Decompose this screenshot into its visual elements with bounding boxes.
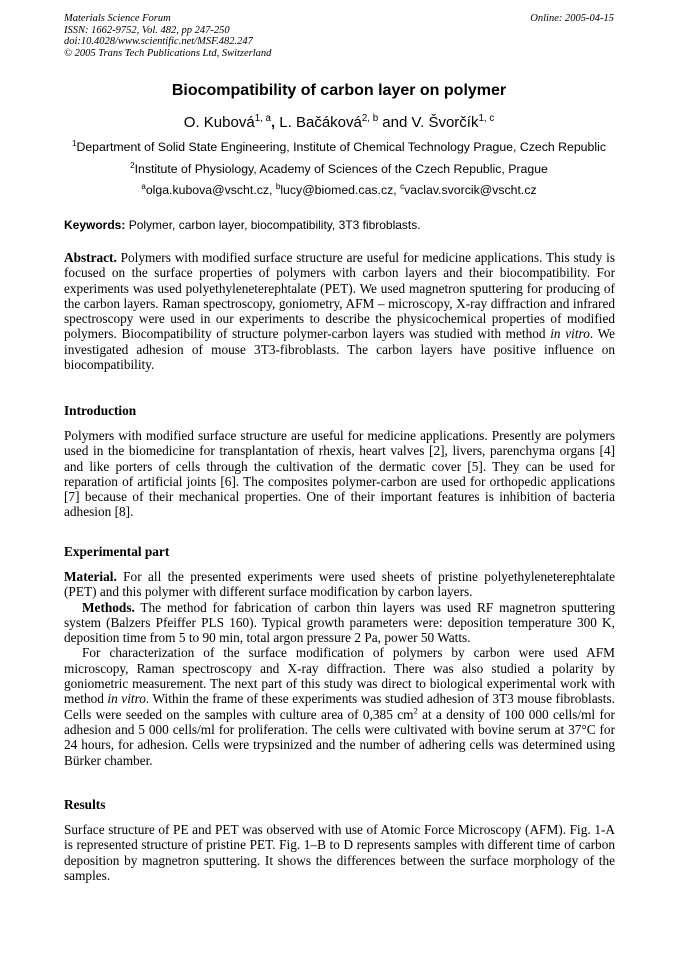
experimental-heading: Experimental part: [64, 544, 170, 559]
author-separator: and: [378, 114, 412, 131]
online-date-text: Online: 2005-04-15: [530, 13, 614, 24]
journal-doi: doi:10.4028/www.scientific.net/MSF.482.247: [64, 36, 253, 47]
author-list: [0, 114, 678, 131]
characterization-text: For characterization of the surface modification of polymers by carbon were used AFM microscopy, Raman spectroscopy and X-ray diffraction. There was also studied a polarity by goniometric measurement. The next part of this study was direct to biological experimental work with method: [64, 645, 615, 707]
email-marker: c: [400, 181, 405, 191]
author-separator: ,: [270, 114, 280, 131]
email-link[interactable]: lucy@biomed.cas.cz,: [280, 183, 401, 197]
methods-text: The method for fabrication of carbon thin layers was used RF magnetron sputtering system (Balzers Pfeiffer PLS 160). Typical growth parameters were: deposition temperature 300 K, deposition time from 5 to 90 min, total argon pressure 2 Pa, power 50 Watts.: [64, 599, 615, 646]
introduction-heading: Introduction: [64, 403, 137, 418]
email-marker: a: [141, 181, 146, 191]
characterization-text: . Within the frame of these experiments was studied adhesion of 3T3 mouse fibroblasts. Cells were seeded on the samples with culture area of 0,385 cm: [64, 691, 615, 722]
author-affiliation-marker: 1, c: [478, 113, 495, 124]
journal-issn: ISSN: 1662-9752, Vol. 482, pp 247-250: [64, 24, 230, 36]
abstract-text: Polymers with modified surface structure are useful for medicine applications. This study is focused on the surface properties of polymers with carbon layers and their biocompatibility. For experiments was used polyethyleneterephtalate (PET). We used magnetron sputtering for producing of the carbon layers. Raman spectroscopy, goniometry, AFM – microscopy, X-ray diffraction and infrared spectroscopy were used in our experiments to describe the physicochemical properties of modified polymers. Biocompatibility of structure polymer-carbon layers was studied with method: [64, 250, 615, 342]
material-paragraph: [64, 569, 615, 600]
affiliation-1: [0, 140, 678, 154]
experimental-section: [64, 569, 615, 768]
online-date: [530, 13, 614, 25]
abstract-paragraph: [64, 250, 615, 372]
superscript: 2: [413, 705, 418, 716]
keywords: [64, 218, 616, 232]
characterization-text: at a density of 100 000 cells/ml for adhesion and 5 000 cells/ml for proliferation. The cells were cultivated with bovine serum at 37°C for 24 hours, for adhesion. Cells were trypsinized and the number of adhering cells was determined using Bürker chamber.: [64, 706, 615, 768]
abstract-text: . We investigated adhesion of mouse 3T3-fibroblasts. The carbon layers have positive influence on biocompatibility.: [64, 326, 615, 373]
characterization-italic: in vitro: [107, 691, 146, 707]
results-section: [64, 822, 615, 883]
journal-header: [64, 13, 271, 59]
results-heading: Results: [64, 797, 106, 812]
author-affiliation-marker: 1, a: [254, 113, 271, 124]
affiliation-text: Institute of Physiology, Academy of Sciences of the Czech Republic, Prague: [134, 162, 548, 176]
methods-paragraph: [64, 600, 615, 646]
author-affiliation-marker: 2, b: [361, 113, 379, 124]
abstract-section: [64, 250, 615, 372]
results-paragraph: Surface structure of PE and PET was observed with use of Atomic Force Microscopy (AFM). Fig. 1-A is represented structure of pristine PET. Fig. 1–B to D represents samples with different time of carbon deposition by magnetron sputtering. It shows the differences between the surface morphology of the samples.: [64, 822, 615, 883]
keywords-text: Polymer, carbon layer, biocompatibility, 3T3 fibroblasts.: [125, 218, 421, 232]
abstract-italic: in vitro: [550, 326, 590, 342]
email-link[interactable]: vaclav.svorcik@vscht.cz: [404, 183, 537, 197]
author-name: V. Švorčík: [411, 114, 479, 131]
affiliation-2: [0, 162, 678, 176]
affiliation-marker: 2: [130, 160, 135, 170]
email-link[interactable]: olga.kubova@vscht.cz,: [145, 183, 276, 197]
introduction-section: [64, 428, 615, 520]
introduction-paragraph: Polymers with modified surface structure are useful for medicine applications. Presently are polymers used in the biomedicine for transplantation of rhexis, heart valves [2], livers, parenchyma organs [4] and like porters of cells through the cultivation of the dermatic cover [5]. They can be used for reparation of artificial joints [6]. The composites polymer-carbon are used for orthopedic applications [7] because of their mechanical properties. One of their important features is inhibition of bacteria adhesion [8].: [64, 428, 615, 520]
author-name: O. Kubová: [183, 114, 255, 131]
characterization-paragraph: [64, 645, 615, 767]
material-label: Material.: [64, 569, 117, 584]
affiliation-text: Department of Solid State Engineering, Institute of Chemical Technology Prague, Czech Republic: [76, 140, 606, 154]
keywords-label: Keywords:: [64, 218, 126, 232]
abstract-label: Abstract.: [64, 250, 117, 265]
journal-name: Materials Science Forum: [64, 13, 171, 24]
methods-label: Methods.: [82, 599, 135, 615]
affiliation-marker: 1: [72, 138, 77, 148]
journal-copyright: © 2005 Trans Tech Publications Ltd, Switzerland: [64, 47, 272, 59]
author-emails: [0, 183, 678, 197]
author-name: L. Bačáková: [279, 114, 362, 131]
material-text: For all the presented experiments were used sheets of pristine polyethyleneterephtalate (PET) and this polymer with different surface modification by carbon layers.: [64, 569, 615, 600]
paper-title: Biocompatibility of carbon layer on polymer: [171, 82, 507, 99]
email-marker: b: [275, 181, 281, 191]
